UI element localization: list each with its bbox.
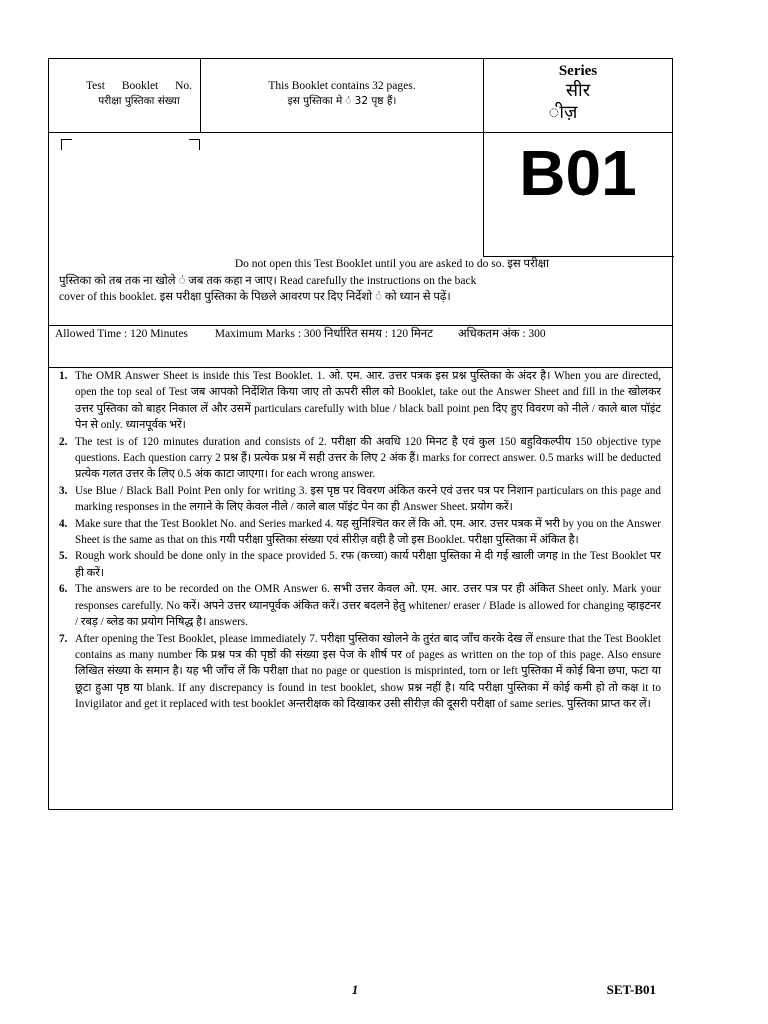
instruction-item <box>49 516 661 549</box>
allowed-time: Allowed Time : 120 Minutes <box>55 328 188 340</box>
pages-en: This Booklet contains 32 pages. <box>268 80 416 92</box>
marks-row <box>55 327 665 342</box>
instruction-text: Use Blue / Black Ball Point Pen only for writing 3. इस पृष्ठ पर विवरण अंकित करने एवं उत्तर पत्र पर निशान particulars on this page and marking responses in the लगाने के लिए केवल नीले / काले बाल पॉइंट पेन का ही Answer Sheet. प्रयोग करें। <box>75 484 661 514</box>
instruction-text: The OMR Answer Sheet is inside this Test Booklet. 1. ओ. एम. आर. उत्तर पत्रक इस प्रश्न पुस्तिका के अंदर है। When you are directed, open the top seal of Test जब आपको निर्देशित किया जाए तो ऊपरी सील को Booklet, take out the Answer Sheet and fill in the खोलकर उत्तर पुस्तिका को बाहर निकाल लें और उसमें particulars carefully with blue / black ball point pen दिए हुए विवरण को नीले / काले बाल पॉइंट पेन से only. ध्यानपूर्वक भरें। <box>75 370 661 432</box>
series-box <box>484 63 672 124</box>
instruction-item <box>49 434 661 483</box>
instruction-text: Rough work should be done only in the space provided 5. रफ (कच्चा) कार्य परीक्षा पुस्तिका मे दी गई खाली जगह in the Test Booklet पर ही करें। <box>75 550 661 579</box>
notice-line: Do not open this Test Booklet until you are asked to do so. इस परीक्षा <box>234 258 549 270</box>
instruction-item <box>49 548 661 581</box>
series-label-hi: सीर <box>565 80 591 101</box>
instruction-text: The answers are to be recorded on the OMR Answer 6. सभी उत्तर केवल ओ. एम. आर. उत्तर पत्र पर ही अंकित Sheet only. Mark your responses carefully. No करें। अपने उत्तर ध्यानपूर्वक अंकित करें। उत्तर बदलने हेतु whitener/ eraser / Blade is allowed for changing व्हाइटनर / रबड़ / ब्लेड का प्रयोग निषिद्ध है। answers. <box>75 583 661 629</box>
instruction-number: 6. <box>59 583 68 596</box>
page-number: 1 <box>351 982 359 997</box>
maximum-marks: Maximum Marks : 300 निर्धारित समय : 120 मिनट <box>214 328 433 340</box>
instruction-text: Make sure that the Test Booklet No. and Series marked 4. यह सुनिश्चित कर लें कि ओ. एम. आर. उत्तर पत्रक में भरी by you on the Answer Sheet is the same as that on this गयी परीक्षा पुस्तिका संख्या एवं सीरीज़ वही है जो इस Booklet. परीक्षा पुस्तिका में अंकित है। <box>75 517 661 547</box>
instruction-number: 4. <box>59 517 68 530</box>
instruction-number: 3. <box>59 484 68 497</box>
instruction-item <box>49 368 661 434</box>
notice-line: cover of this booklet. इस परीक्षा पुस्तिका के पिछले आवरण पर दिए निर्देशो ं को ध्यान से पढ़ें। <box>59 291 451 303</box>
pages-info <box>201 79 483 109</box>
maximum-marks-hi: अधिकतम अंक : 300 <box>457 328 546 340</box>
series-label-hi-2: ीज़ <box>548 102 578 123</box>
corner-mark <box>61 139 72 150</box>
booklet-no-hi: परीक्षा पुस्तिका संख्या <box>98 95 180 107</box>
series-code: B01 <box>519 137 637 209</box>
instruction-number: 1. <box>59 370 68 382</box>
booklet-no-en: Test Booklet No. <box>85 80 193 92</box>
divider <box>49 132 672 133</box>
corner-mark <box>189 139 200 150</box>
instruction-text: After opening the Test Booklet, please immediately 7. परीक्षा पुस्तिका खोलने के तुरंत बाद जाँच करके देख लें ensure that the Test Booklet contains as many number कि प्रश्न पत्र की पृष्ठों की संख्या इस पेज के शीर्ष पर of pages as written on the top of this page. Also ensure लिखित संख्या के समान है। यह भी जाँच लें कि परीक्षा that no page or question is misprinted, torn or left पुस्तिका में कोई बिना छपा, फटा या छूटा हुआ पृष्ठ या blank. If any discrepancy is found in test booklet, show प्रश्न नहीं है। यदि परीक्षा पुस्तिका में कोई कमी हो तो कक्ष it to Invigilator and get it replaced with test booklet अन्तरीक्षक को दिखाकर उसी सीरीज़ की दूसरी परीक्षा of same series. पुस्तिका प्राप्त कर लें। <box>75 632 661 711</box>
cover-frame <box>48 58 673 810</box>
instructions-list <box>49 368 661 713</box>
instructions <box>49 368 671 713</box>
instruction-number: 5. <box>59 550 68 563</box>
set-code: SET-B01 <box>606 982 656 997</box>
opening-notice <box>59 256 549 306</box>
notice-line: पुस्तिका को तब तक ना खोले ं जब तक कहा न जाए। Read carefully the instructions on the back <box>59 274 477 287</box>
instruction-number: 2. <box>59 435 68 448</box>
booklet-no-label <box>69 79 209 109</box>
instruction-item <box>49 483 661 516</box>
divider <box>49 325 672 326</box>
series-label: Series <box>558 63 598 79</box>
pages-hi: इस पुस्तिका मे ं 32 पृष्ठ हैं। <box>287 95 397 107</box>
instruction-item <box>49 631 661 713</box>
instruction-text: The test is of 120 minutes duration and consists of 2. परीक्षा की अवधि 120 मिनट है एवं कुल 150 बहुविकल्पीय 150 objective type questions. Each question carry 2 प्रश्न हैं। प्रत्येक प्रश्न में सही उत्तर के लिए 2 अंक हैं। marks for correct answer. 0.5 marks will be deducted प्रत्येक गलत उत्तर के लिए 0.5 अंक काटा जाएगा। for each wrong answer. <box>75 435 661 481</box>
instruction-number: 7. <box>59 632 68 645</box>
instruction-item <box>49 581 661 630</box>
